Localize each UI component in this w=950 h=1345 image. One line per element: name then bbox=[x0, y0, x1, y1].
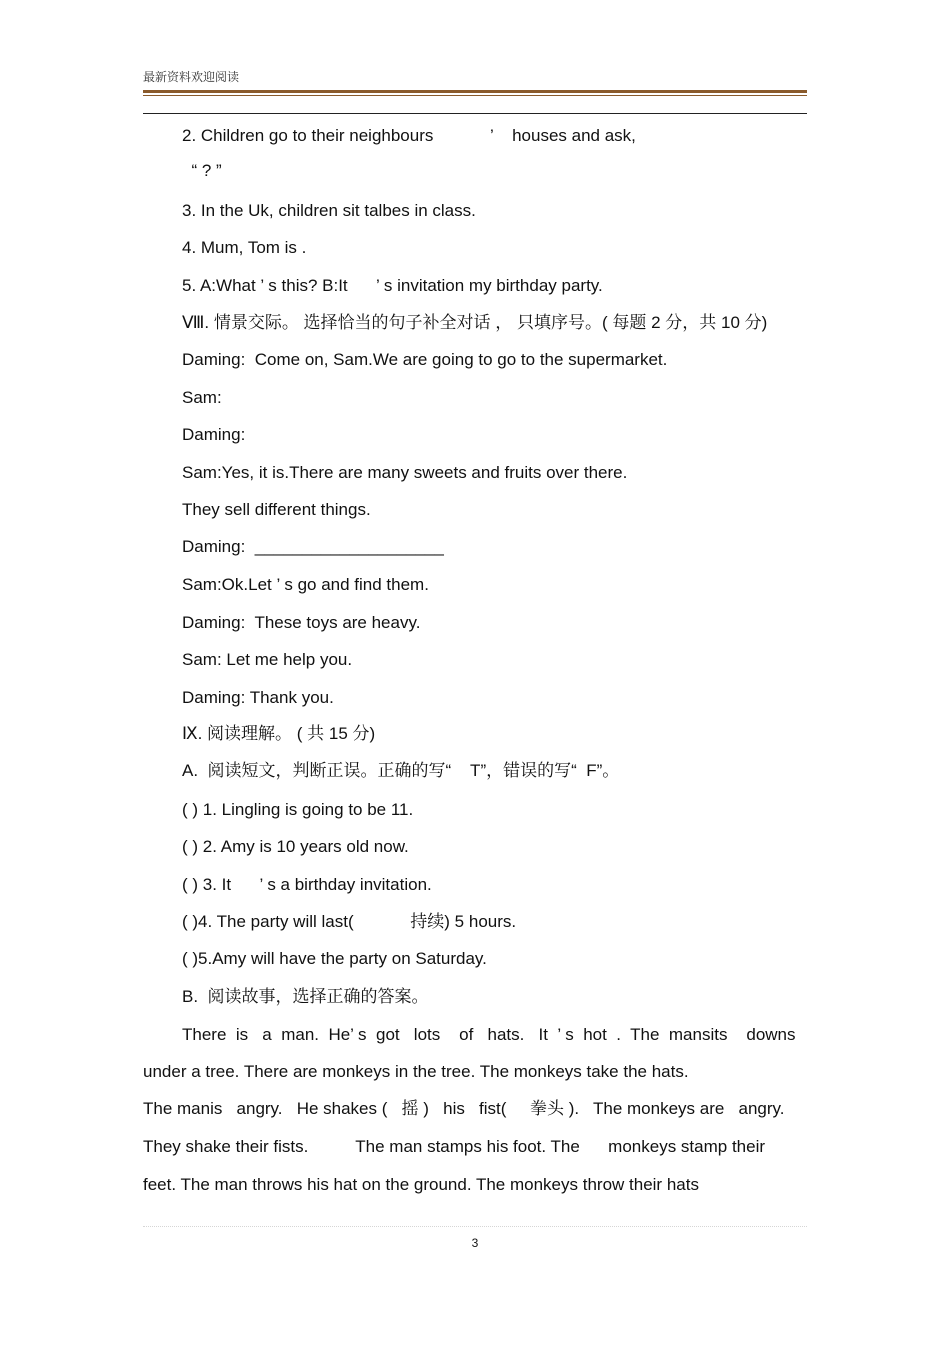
question-line: ( ) 3. It ’ s a birthday invitation. bbox=[182, 875, 432, 894]
cutoff-line bbox=[143, 1226, 807, 1231]
question-line: ( ) 2. Amy is 10 years old now. bbox=[182, 837, 409, 856]
question-line: ( ) 1. Lingling is going to be 11. bbox=[182, 800, 414, 819]
text-line: 3. In the Uk, children sit talbes in class. bbox=[182, 201, 476, 220]
dialogue-line: Daming: Come on, Sam.We are going to go to the supermarket. bbox=[182, 350, 668, 369]
instruction-line: B. 阅读故事，选择正确的答案。 bbox=[182, 987, 429, 1006]
section-heading: Ⅸ. 阅读理解。 ( 共 15 分) bbox=[182, 724, 376, 743]
story-line: The manis angry. He shakes ( 摇 ) his fist( 拳头 ). The monkeys are angry. bbox=[143, 1099, 785, 1118]
dialogue-line: Sam: bbox=[182, 388, 222, 407]
dialogue-line: Daming: bbox=[182, 425, 246, 444]
header-rule-thin bbox=[143, 95, 807, 96]
question-line: ( )4. The party will last( 持续) 5 hours. bbox=[182, 912, 517, 931]
dialogue-line: Daming: Thank you. bbox=[182, 688, 334, 707]
dialogue-line: Sam: Let me help you. bbox=[182, 650, 353, 669]
dialogue-line: Daming: ____________________ bbox=[182, 537, 444, 556]
text-line: 4. Mum, Tom is . bbox=[182, 238, 307, 257]
page-number: 3 bbox=[471, 1236, 479, 1250]
instruction-line: A. 阅读短文，判断正误。正确的写“ T”，错误的写“ F”。 bbox=[182, 761, 620, 780]
text-line: 5. A:What ’ s this? B:It ’ s invitation my birthday party. bbox=[182, 276, 603, 295]
dialogue-line: Sam:Ok.Let ’ s go and find them. bbox=[182, 575, 429, 594]
story-line: They shake their fists. The man stamps his foot. The monkeys stamp their bbox=[143, 1137, 766, 1156]
question-line: ( )5.Amy will have the party on Saturday. bbox=[182, 949, 487, 968]
section-heading: Ⅷ. 情景交际。 选择恰当的句子补全对话 ， 只填序号。( 每题 2 分，共 10 分) bbox=[182, 313, 768, 332]
text-line: “ ? ” bbox=[182, 161, 222, 180]
story-line: There is a man. He’ s got lots of hats. It ’ s hot . The mansits downs bbox=[182, 1025, 796, 1044]
header-rule-thick bbox=[143, 90, 807, 93]
header-underline bbox=[143, 113, 807, 114]
dialogue-line: Daming: These toys are heavy. bbox=[182, 613, 421, 632]
text-line: 2. Children go to their neighbours ’ houses and ask, bbox=[182, 126, 636, 145]
story-line: feet. The man throws his hat on the ground. The monkeys throw their hats bbox=[143, 1175, 699, 1194]
dialogue-line: Sam:Yes, it is.There are many sweets and fruits over there. bbox=[182, 463, 628, 482]
story-line: under a tree. There are monkeys in the tree. The monkeys take the hats. bbox=[143, 1062, 689, 1081]
dialogue-line: They sell different things. bbox=[182, 500, 371, 519]
page-header: 最新资料欢迎阅读 bbox=[143, 70, 240, 84]
